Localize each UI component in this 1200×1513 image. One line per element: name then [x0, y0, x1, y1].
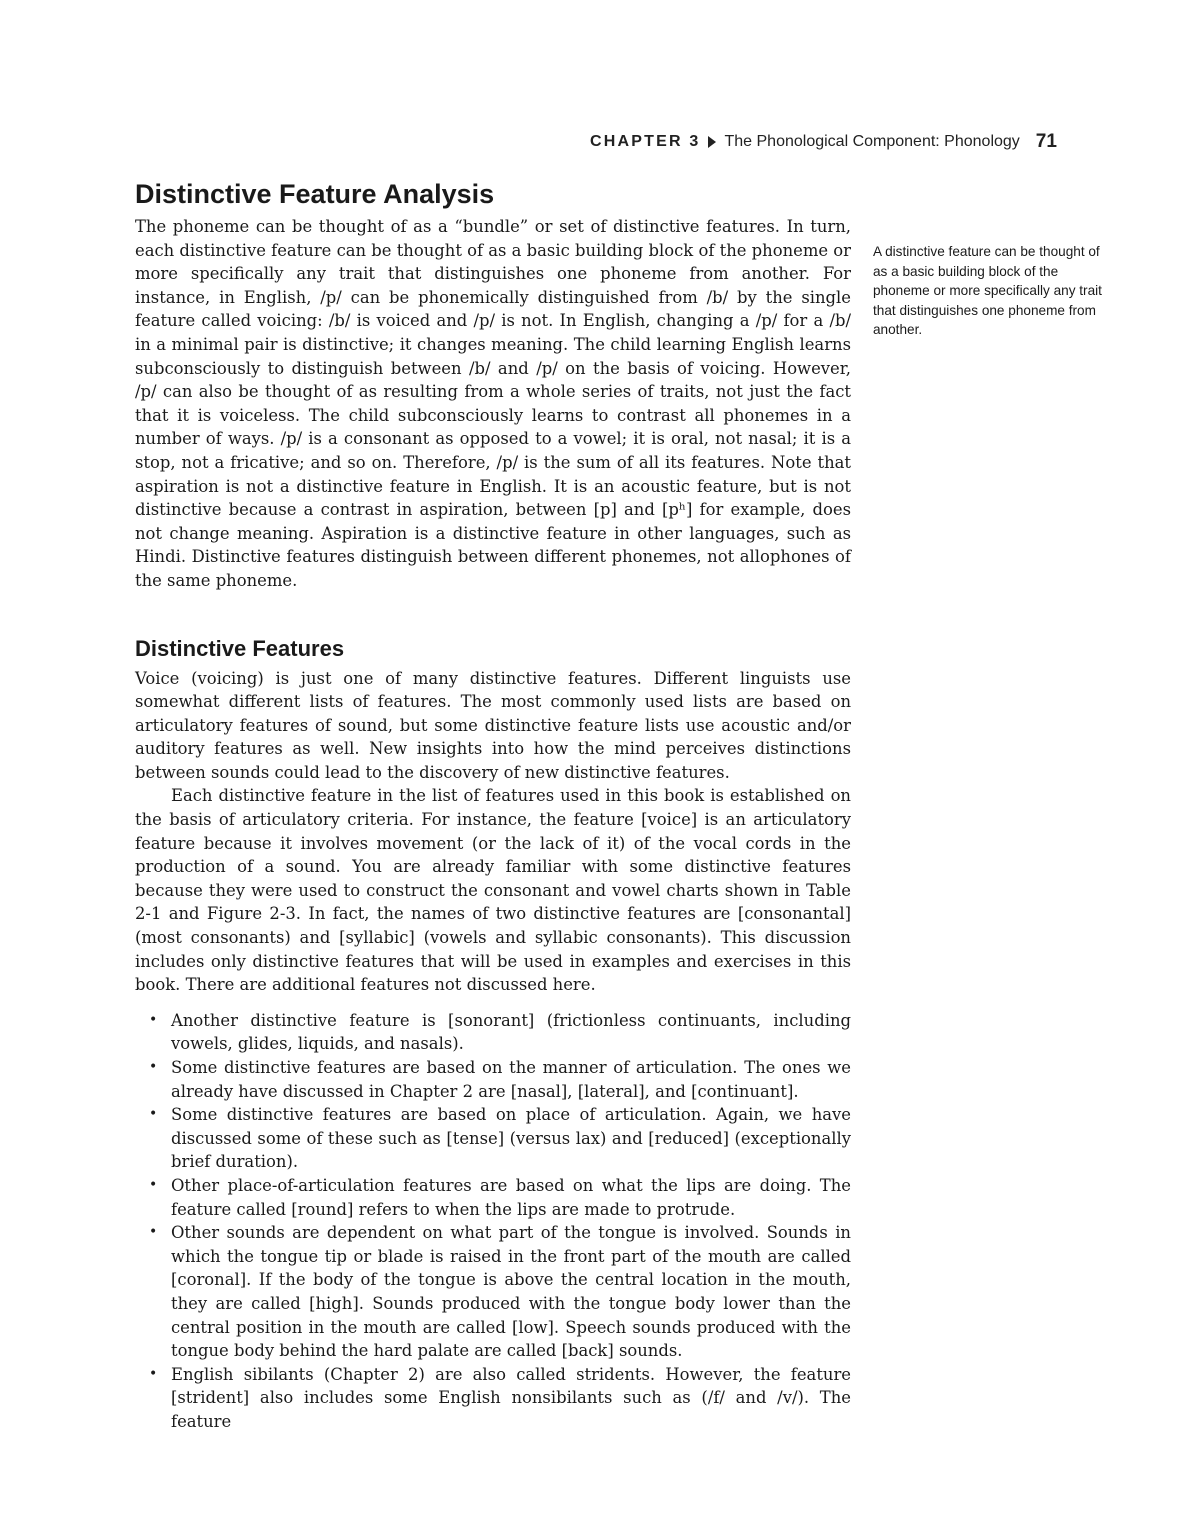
- section-heading-distinctive-features: Distinctive Features: [135, 635, 345, 661]
- chapter-label: CHAPTER 3: [590, 133, 701, 150]
- main-text-column: [135, 177, 851, 1434]
- bullet-icon: •: [149, 1106, 158, 1123]
- margin-note-definition: A distinctive feature can be thought of as a basic building block of the phoneme or more specifically any trait that distinguishes one phoneme from another.: [873, 244, 1102, 338]
- list-item-text: English sibilants (Chapter 2) are also called stridents. However, the feature [strident] also includes some English nonsibilants such as (/f/ and /v/). The feature: [171, 1364, 851, 1431]
- section-heading-distinctive-feature-analysis: Distinctive Feature Analysis: [135, 179, 495, 209]
- bullet-icon: •: [149, 1011, 158, 1028]
- list-item: [135, 1056, 851, 1103]
- bullet-icon: •: [149, 1059, 158, 1075]
- bullet-icon: •: [149, 1365, 158, 1382]
- list-item-text: Other place-of-articulation features are based on what the lips are doing. The feature called [round] refers to when the lips are made to protrude.: [171, 1175, 851, 1219]
- paragraph-articulatory-criteria: Each distinctive feature in the list of features used in this book is established on the basis of articulatory criteria. For instance, the feature [voice] is an articulatory feature because it involves movement (or the lack of it) of the vocal cords in the production of a sound. You are already familiar with some distinctive features because they were used to construct the consonant and vowel charts shown in Table 2-1 and Figure 2-3. In fact, the names of two distinctive features are [consonantal] (most consonants) and [syllabic] (vowels and syllabic consonants). This discussion includes only distinctive features that will be used in examples and exercises in this book. There are additional features not discussed here.: [135, 786, 851, 995]
- list-item: [135, 1103, 851, 1174]
- bullet-icon: •: [149, 1224, 158, 1241]
- list-item-text: Another distinctive feature is [sonorant] (frictionless continuants, including vowels, glides, liquids, and nasals).: [171, 1010, 851, 1054]
- triangle-right-icon: [708, 136, 716, 148]
- list-item: [135, 1221, 851, 1363]
- list-item: [135, 1009, 851, 1056]
- chapter-title: The Phonological Component: Phonology: [724, 133, 1020, 150]
- bullet-icon: •: [149, 1176, 158, 1193]
- list-item-text: Some distinctive features are based on place of articulation. Again, we have discussed some of these such as [tense] (versus lax) and [reduced] (exceptionally brief duration).: [171, 1105, 851, 1172]
- running-header: [590, 127, 1115, 157]
- paragraph-voice-features: Voice (voicing) is just one of many distinctive features. Different linguists use somewhat different lists of features. The most commonly used lists are based on articulatory features of sound, but some distinctive feature lists use acoustic and/or auditory features as well. New insights into how the mind perceives distinctions between sounds could lead to the discovery of new distinctive features.: [135, 668, 851, 782]
- list-item-text: Other sounds are dependent on what part of the tongue is involved. Sounds in which the tongue tip or blade is raised in the front part of the mouth are called [coronal]. If the body of the tongue is above the central location in the mouth, they are called [high]. Sounds produced with the tongue body lower than the central position in the mouth are called [low]. Speech sounds produced with the tongue body behind the hard palate are called [back] sounds.: [171, 1223, 851, 1361]
- feature-bullet-list: [135, 1009, 851, 1434]
- list-item-text: Some distinctive features are based on the manner of articulation. The ones we already have discussed in Chapter 2 are [nasal], [lateral], and [continuant].: [171, 1058, 851, 1101]
- page-number: 71: [1035, 131, 1057, 152]
- list-item: [135, 1174, 851, 1221]
- list-item: [135, 1363, 851, 1434]
- paragraph-feature-analysis: The phoneme can be thought of as a “bundle” or set of distinctive features. In turn, each distinctive feature can be thought of as a basic building block of the phoneme or more specifically any trait that distinguishes one phoneme from another. For instance, in English, /p/ can be phonemically distinguished from /b/ by the single feature called voicing: /b/ is voiced and /p/ is not. In English, changing a /p/ for a /b/ in a minimal pair is distinctive; it changes meaning. The child learning English learns subconsciously to distinguish between /b/ and /p/ on the basis of voicing. However, /p/ can also be thought of as resulting from a whole series of traits, not just the fact that it is voiceless. The child subconsciously learns to contrast all phonemes in a number of ways. /p/ is a consonant as opposed to a vowel; it is oral, not nasal; it is a stop, not a fricative; and so on. Therefore, /p/ is the sum of all its features. Note that aspiration is not a distinctive feature in English. It is an acoustic feature, but is not distinctive because a contrast in aspiration, between [p] and [pʰ] for example, does not change meaning. Aspiration is a distinctive feature in other languages, such as Hindi. Distinctive features distinguish between different phonemes, not allophones of the same phoneme.: [135, 217, 851, 590]
